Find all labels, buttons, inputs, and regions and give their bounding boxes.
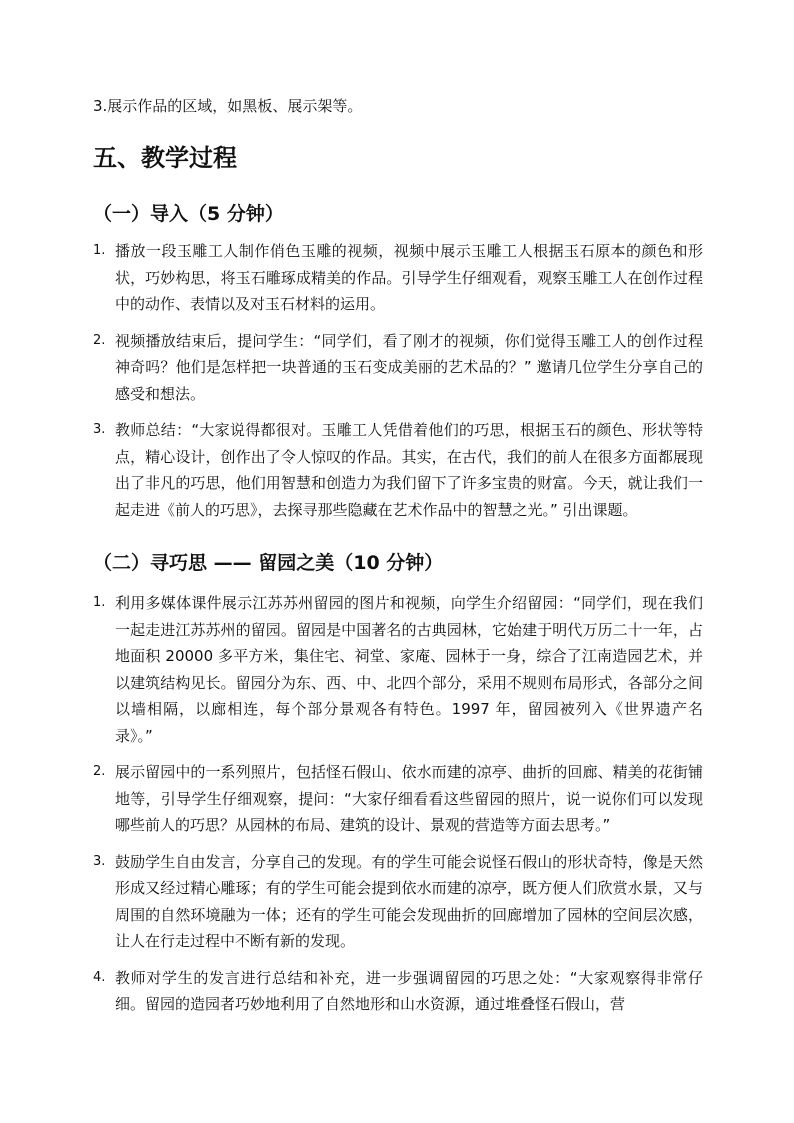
- item-number: 1.: [93, 595, 106, 610]
- list-item: [93, 328, 703, 408]
- list-item: [93, 417, 703, 523]
- intro-steps-list: [93, 238, 703, 533]
- item-text: 鼓励学生自由发言，分享自己的发现。有的学生可能会说怪石假山的形状奇特，像是天然形成又经过精心雕琢；有的学生可能会提到依水而建的凉亭，既方便人们欣赏水景，又与周围的自然环境融为一体；还有的学生可能会发现曲折的回廊增加了园林的空间层次感，让人在行走过程中不断有新的发现。: [115, 852, 703, 950]
- item-number: 1.: [93, 243, 106, 258]
- subsection-title-intro: （一）导入（5 分钟）: [93, 203, 284, 225]
- section-title: 五、教学过程: [93, 144, 237, 172]
- item-text: 利用多媒体课件展示江苏苏州留园的图片和视频，向学生介绍留园：“同学们，现在我们一起走进江苏苏州的留园。留园是中国著名的古典园林，它始建于明代万历二十一年，占地面积 20000 多平方米，集住宅、祠堂、家庵、园林于一身，综合了江南造园艺术，并以建筑结构见长。留园分为东、西、中、北四个部分，采用不规则布局形式，各部分之间以墙相隔，以廊相连，每个部分景观各有特色。1997 年，留园被列入《世界遗产名录》。”: [115, 594, 703, 745]
- list-item: [93, 238, 703, 318]
- item-text: 展示留园中的一系列照片，包括怪石假山、依水而建的凉亭、曲折的回廊、精美的花街铺地等，引导学生仔细观察，提问：“大家仔细看看这些留园的照片，说一说你们可以发现哪些前人的巧思？从园林的布局、建筑的设计、景观的营造等方面去思考。”: [115, 763, 703, 834]
- intro-line: 3.展示作品的区域，如黑板、展示架等。: [93, 97, 363, 115]
- item-text: 教师对学生的发言进行总结和补充，进一步强调留园的巧思之处：“大家观察得非常仔细。留园的造园者巧妙地利用了自然地形和山水资源，通过堆叠怪石假山，营: [115, 968, 703, 1013]
- item-number: 2.: [93, 332, 106, 348]
- list-item: [93, 590, 703, 749]
- item-number: 4.: [93, 969, 106, 985]
- list-item: [93, 965, 703, 1018]
- item-text: 视频播放结束后，提问学生：“同学们，看了刚才的视频，你们觉得玉雕工人的创作过程神奇吗？他们是怎样把一块普通的玉石变成美丽的艺术品的？” 邀请几位学生分享自己的感受和想法。: [115, 331, 703, 403]
- item-text: 教师总结：“大家说得都很对。玉雕工人凭借着他们的巧思，根据玉石的颜色、形状等特点，精心设计，创作出了令人惊叹的作品。其实，在古代，我们的前人在很多方面都展现出了非凡的巧思，他们用智慧和创造力为我们留下了许多宝贵的财富。今天，就让我们一起走进《前人的巧思》，去探寻那些隐藏在艺术作品中的智慧之光。” 引出课题。: [115, 421, 703, 519]
- item-number: 3.: [93, 853, 106, 869]
- item-number: 2.: [93, 764, 106, 779]
- item-text: 播放一段玉雕工人制作俏色玉雕的视频，视频中展示玉雕工人根据玉石原本的颜色和形状，巧妙构思，将玉石雕琢成精美的作品。引导学生仔细观看，观察玉雕工人在创作过程中的动作、表情以及对玉石材料的运用。: [115, 242, 703, 313]
- list-item: [93, 759, 703, 839]
- list-item: [93, 849, 703, 955]
- item-number: 3.: [93, 422, 106, 437]
- subsection-title-liuyuan: （二）寻巧思 —— 留园之美（10 分钟）: [93, 552, 444, 574]
- liuyuan-steps-list: [93, 590, 703, 1028]
